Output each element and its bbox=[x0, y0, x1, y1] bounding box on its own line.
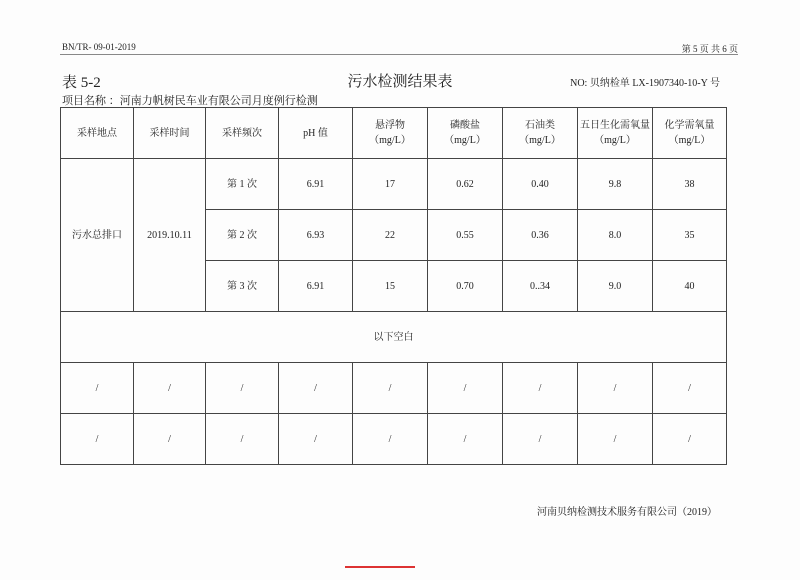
table-cell: 6.91 bbox=[279, 159, 353, 210]
column-header bbox=[134, 108, 206, 159]
table-cell: 22 bbox=[353, 210, 428, 261]
column-label: 采样时间 bbox=[149, 127, 190, 139]
page-number: 第 5 页 共 6 页 bbox=[681, 44, 738, 54]
table-cell: 8.0 bbox=[578, 210, 653, 261]
blank-note: 以下空白 bbox=[61, 312, 727, 363]
slash-cell: / bbox=[503, 414, 578, 465]
column-label: 悬浮物 bbox=[375, 120, 405, 131]
slash-cell: / bbox=[353, 414, 428, 465]
column-unit: （mg/L） bbox=[519, 135, 561, 146]
slash-cell: / bbox=[503, 363, 578, 414]
empty-row bbox=[61, 414, 727, 465]
column-unit: （mg/L） bbox=[369, 135, 411, 146]
column-unit: （mg/L） bbox=[594, 135, 636, 146]
table-cell: 第 2 次 bbox=[206, 210, 279, 261]
doc-code: BN/TR- 09-01-2019 bbox=[62, 42, 136, 52]
table-cell: 40 bbox=[653, 261, 727, 312]
table-cell: 0.70 bbox=[428, 261, 503, 312]
slash-cell: / bbox=[428, 363, 503, 414]
column-header bbox=[578, 108, 653, 159]
slash-cell: / bbox=[134, 363, 206, 414]
slash-cell: / bbox=[578, 414, 653, 465]
column-header bbox=[353, 108, 428, 159]
column-header bbox=[206, 108, 279, 159]
column-label: 采样地点 bbox=[77, 127, 117, 139]
table-cell: 0.40 bbox=[503, 159, 578, 210]
date-cell: 2019.10.11 bbox=[134, 159, 206, 312]
slash-cell: / bbox=[428, 414, 503, 465]
report-number: NO: 贝纳检单 LX-1907340-10-Y 号 bbox=[570, 78, 720, 89]
column-header bbox=[279, 108, 353, 159]
table-cell: 第 1 次 bbox=[206, 159, 279, 210]
project-name: 项目名称 ：河南力帆树民车业有限公司月度例行检测 bbox=[62, 95, 318, 107]
slash-cell: / bbox=[279, 363, 353, 414]
slash-cell: / bbox=[61, 363, 134, 414]
header-row bbox=[61, 108, 727, 159]
header-rule bbox=[60, 54, 738, 55]
slash-cell: / bbox=[279, 414, 353, 465]
slash-cell: / bbox=[134, 414, 206, 465]
table-cell: 0..34 bbox=[503, 261, 578, 312]
table-cell: 38 bbox=[653, 159, 727, 210]
slash-cell: / bbox=[353, 363, 428, 414]
table-cell: 0.62 bbox=[428, 159, 503, 210]
slash-cell: / bbox=[653, 414, 727, 465]
slash-cell: / bbox=[578, 363, 653, 414]
column-header bbox=[428, 108, 503, 159]
table-cell: 6.93 bbox=[279, 210, 353, 261]
footer-company: 河南贝纳检测技术服务有限公司（2019） bbox=[537, 507, 717, 518]
table-cell: 9.0 bbox=[578, 261, 653, 312]
column-label: 化学需氧量 bbox=[664, 120, 715, 131]
page-title: 污水检测结果表 bbox=[347, 74, 453, 90]
column-header bbox=[61, 108, 134, 159]
column-unit: （mg/L） bbox=[668, 135, 711, 146]
slash-cell: / bbox=[206, 363, 279, 414]
table-cell: 6.91 bbox=[279, 261, 353, 312]
table-cell: 17 bbox=[353, 159, 428, 210]
table-cell: 0.36 bbox=[503, 210, 578, 261]
table-cell: 15 bbox=[353, 261, 428, 312]
slash-cell: / bbox=[653, 363, 727, 414]
blank-row bbox=[61, 312, 727, 363]
table-cell: 0.55 bbox=[428, 210, 503, 261]
column-header bbox=[653, 108, 727, 159]
table-cell: 第 3 次 bbox=[206, 261, 279, 312]
red-stamp bbox=[345, 566, 415, 580]
column-label: pH 值 bbox=[303, 127, 328, 139]
column-label: 五日生化需氧量 bbox=[580, 120, 650, 131]
column-unit: （mg/L） bbox=[444, 135, 486, 146]
column-label: 磷酸盐 bbox=[450, 120, 480, 131]
table-cell: 9.8 bbox=[578, 159, 653, 210]
column-label: 石油类 bbox=[525, 120, 555, 131]
results-table bbox=[60, 107, 727, 465]
table-cell: 35 bbox=[653, 210, 727, 261]
column-label: 采样频次 bbox=[222, 127, 262, 139]
site-cell: 污水总排口 bbox=[61, 159, 134, 312]
slash-cell: / bbox=[61, 414, 134, 465]
table-row bbox=[61, 159, 727, 210]
slash-cell: / bbox=[206, 414, 279, 465]
empty-row bbox=[61, 363, 727, 414]
column-header bbox=[503, 108, 578, 159]
table-number: 表 5-2 bbox=[62, 75, 101, 91]
